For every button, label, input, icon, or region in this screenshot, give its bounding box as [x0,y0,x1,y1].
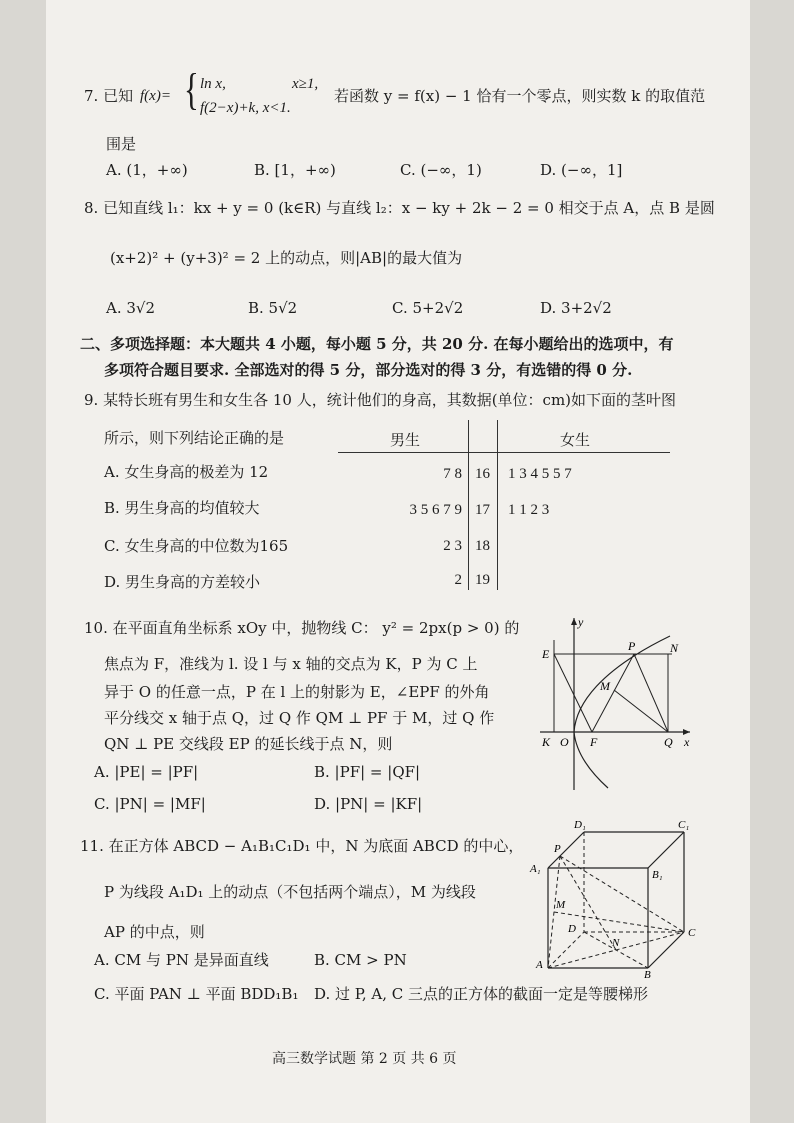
table-row-stem: 18 [475,538,490,554]
label-a1: A₁ [530,863,541,875]
q9-line1: 9. 某特长班有男生和女生各 10 人，统计他们的身高，其数据(单位：cm)如下面的茎叶图 [84,391,677,409]
label-d: D [568,923,576,935]
table-left-rule [468,420,469,590]
table-row-left: 3 5 6 7 9 [409,502,462,518]
label-o: O [560,735,569,749]
q10-option-b: B. |PF| = |QF| [314,763,421,781]
q9-option-c: C. 女生身高的中位数为165 [104,537,289,555]
q7-option-b: B. [1，+∞) [254,161,336,179]
label-k: K [542,735,551,749]
q9-line2: 所示，则下列结论正确的是 [104,429,285,447]
q11-line3: AP 的中点，则 [104,923,205,941]
table-header-boys: 男生 [390,431,421,449]
q11-line2: P 为线段 A₁D₁ 上的动点（不包括两个端点），M 为线段 [104,883,476,901]
q7-cond1: x≥1, [292,76,319,92]
label-e: E [542,647,550,661]
label-n: N [670,641,679,655]
parabola-upper [574,636,670,732]
line-pq [634,654,668,732]
q10-line1: 10. 在平面直角坐标系 xOy 中，抛物线 C： y² = 2px(p > 0) 的 [84,619,520,637]
edge-c1b1 [648,832,684,868]
cube-figure [528,818,698,978]
label-f: F [590,735,598,749]
label-q: Q [664,735,673,749]
q8-option-d: D. 3+2√2 [540,299,612,317]
q11-line1: 11. 在正方体 ABCD − A₁B₁C₁D₁ 中，N 为底面 ABCD 的中心， [80,837,524,855]
label-c: C [688,927,696,939]
table-row-left: 2 [454,572,462,588]
q7-case2: f(2−x)+k, x<1. [200,100,291,116]
label-c1: C₁ [678,819,690,831]
parabola-figure [530,612,700,792]
table-row-stem: 17 [475,502,490,518]
line-pf [592,654,634,732]
label-p: P [554,843,561,855]
q7-case1: ln x, [200,76,226,92]
table-row-left: 7 8 [443,466,462,482]
line-pn [560,856,616,950]
section2-line2: 多项符合题目要求. 全部选对的得 5 分，部分选对的得 3 分，有选错的得 0 分. [104,361,633,379]
q10-line2: 焦点为 F，准线为 l. 设 l 与 x 轴的交点为 K，P 为 C 上 [104,655,478,673]
q7-option-c: C. (−∞，1) [400,161,482,179]
q7-tail2: 围是 [106,135,137,153]
label-d1: D₁ [574,819,586,831]
q11-option-c: C. 平面 PAN ⊥ 平面 BDD₁B₁ [94,985,299,1003]
q8-option-a: A. 3√2 [106,299,156,317]
q7-option-d: D. (−∞，1] [540,161,623,179]
q9-option-b: B. 男生身高的均值较大 [104,499,260,517]
q10-line4: 平分线交 x 轴于点 Q，过 Q 作 QM ⊥ PF 于 M，过 Q 作 [104,709,495,727]
q7-tail: 若函数 y = f(x) − 1 恰有一个零点，则实数 k 的取值范 [334,87,706,105]
q7-brace: { [184,65,199,114]
label-a: A [536,959,543,971]
label-m: M [600,679,610,693]
page-footer: 高三数学试题 第 2 页 共 6 页 [272,1051,457,1067]
line-ef [554,654,592,732]
q10-option-d: D. |PN| = |KF| [314,795,423,813]
y-axis-arrow [571,618,577,625]
q10-line5: QN ⊥ PE 交线段 EP 的延长线于点 N，则 [104,735,393,753]
q10-option-a: A. |PE| = |PF| [94,763,199,781]
table-row-right: 1 1 2 3 [508,502,550,518]
q11-option-a: A. CM 与 PN 是异面直线 [94,951,269,969]
q8-line1: 8. 已知直线 l₁：kx + y = 0 (k∈R) 与直线 l₂：x − ky + 2k − 2 = 0 相交于点 A，点 B 是圆 [84,199,715,217]
table-row-stem: 16 [475,466,490,482]
label-x: x [684,735,690,749]
edge-bc [648,932,684,968]
q8-option-c: C. 5+2√2 [392,299,464,317]
q7-lead: 7. 已知 [84,87,134,105]
table-row-stem: 19 [475,572,490,588]
table-right-rule [497,420,498,590]
q10-line3: 异于 O 的任意一点，P 在 l 上的射影为 E，∠EPF 的外角 [104,683,490,701]
section2-line1: 二、多项选择题：本大题共 4 小题，每小题 5 分，共 20 分. 在每小题给出的选项中，有 [80,335,674,353]
line-qm [614,690,668,732]
q9-option-a: A. 女生身高的极差为 12 [104,463,269,481]
q11-option-b: B. CM > PN [314,951,407,969]
q11-option-d: D. 过 P, A, C 三点的正方体的截面一定是等腰梯形 [314,985,649,1003]
label-b1: B₁ [652,869,663,881]
q7-fx: f(x)= [140,88,171,104]
table-header-rule [338,452,670,453]
label-n: N [612,937,620,949]
q8-option-b: B. 5√2 [248,299,298,317]
table-row-right: 1 3 4 5 5 7 [508,466,572,482]
label-y: y [578,615,584,629]
table-header-girls: 女生 [560,431,591,449]
q7-option-a: A. (1，+∞) [106,161,188,179]
table-row-left: 2 3 [443,538,462,554]
edge-ad-hidden [548,932,584,968]
q9-option-d: D. 男生身高的方差较小 [104,573,261,591]
q10-option-c: C. |PN| = |MF| [94,795,206,813]
q8-line2: (x+2)² + (y+3)² = 2 上的动点，则|AB|的最大值为 [110,249,463,267]
label-b: B [644,969,651,978]
label-m: M [556,899,566,911]
label-p: P [628,639,636,653]
